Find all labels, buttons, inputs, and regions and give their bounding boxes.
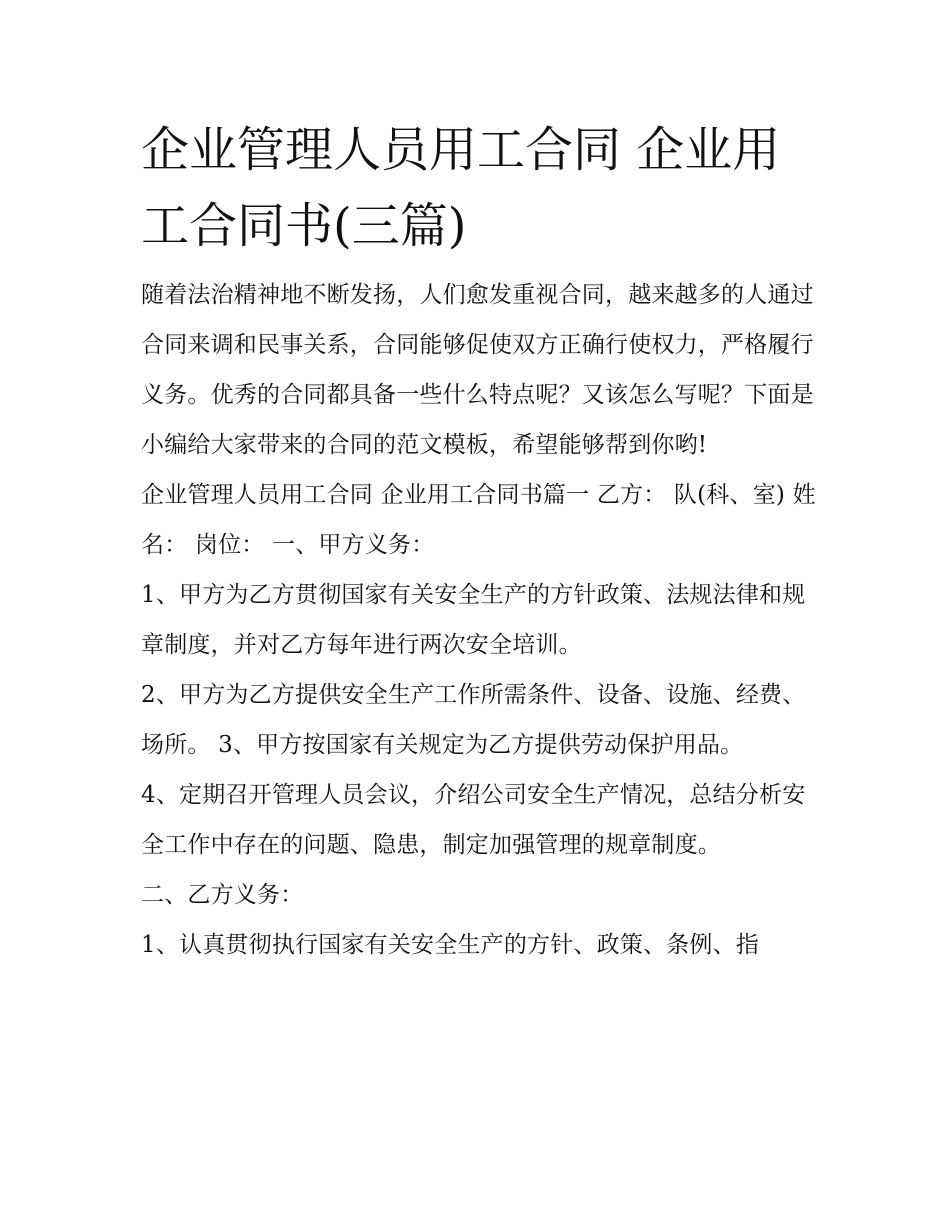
clause-paragraph: 1、甲方为乙方贯彻国家有关安全生产的方针政策、法规法律和规章制度，并对乙方每年进行两次安全培训。 — [141, 582, 806, 658]
section-heading-paragraph: 企业管理人员用工合同 企业用工合同书篇一 乙方： 队(科、室) 姓名： 岗位： 一、甲方义务： — [141, 482, 816, 558]
document-body — [141, 270, 821, 970]
document-title: 企业管理人员用工合同 企业用工合同书(三篇) — [141, 122, 781, 254]
document-content — [141, 112, 821, 970]
clause-paragraph: 2、甲方为乙方提供安全生产工作所需条件、设备、设施、经费、场所。 3、甲方按国家有关规定为乙方提供劳动保护用品。 — [141, 682, 806, 758]
section-heading: 二、乙方义务： — [141, 882, 304, 908]
intro-paragraph: 随着法治精神地不断发扬，人们愈发重视合同，越来越多的人通过合同来调和民事关系，合同能够促使双方正确行使权力，严格履行义务。优秀的合同都具备一些什么特点呢？又该怎么写呢？下面是小编给大家带来的合同的范文模板，希望能够帮到你哟! — [141, 282, 814, 458]
clause-paragraph: 1、认真贯彻执行国家有关安全生产的方针、政策、条例、指 — [141, 932, 760, 958]
clause-paragraph: 4、定期召开管理人员会议，介绍公司安全生产情况，总结分析安全工作中存在的问题、隐患，制定加强管理的规章制度。 — [141, 782, 806, 858]
